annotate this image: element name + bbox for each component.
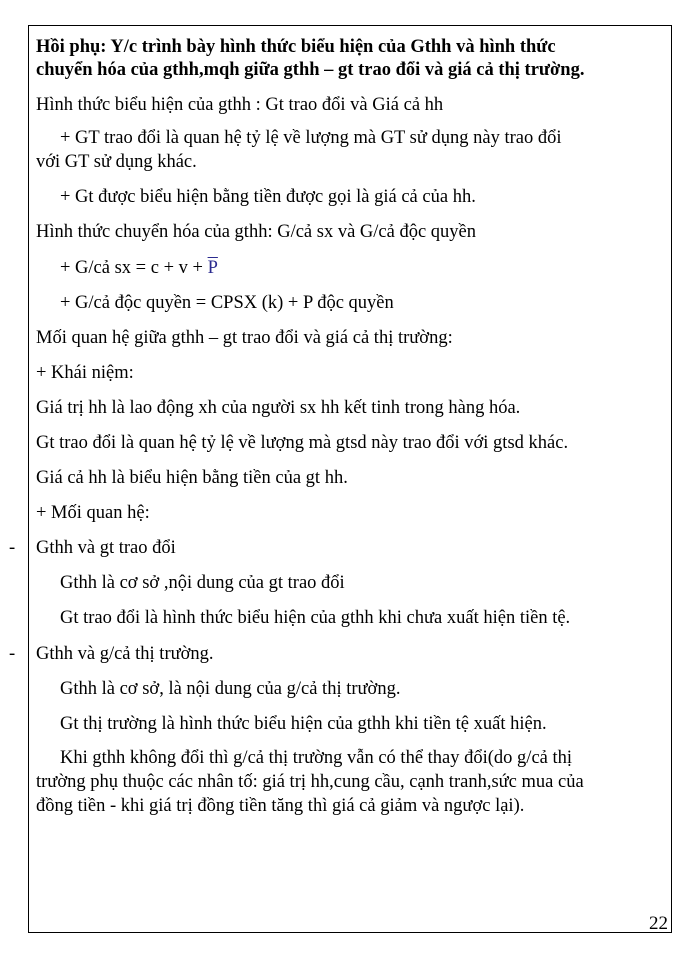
text-line: + Mối quan hệ: — [36, 503, 150, 523]
text-line: Gthh là cơ sở, là nội dung của g/cả thị trường. — [60, 679, 401, 699]
text-line: Gthh và gt trao đổi — [36, 538, 176, 558]
text-line: trường phụ thuộc các nhân tố: giá trị hh,cung cầu, cạnh tranh,sức mua của — [36, 772, 584, 792]
p-bar-symbol: $\overline{P}$ — [207, 258, 218, 278]
title-line-2: chuyển hóa của gthh,mqh giữa gthh – gt trao đổi và giá cả thị trường. — [36, 60, 585, 80]
text-line: Giá cả hh là biểu hiện bằng tiền của gt hh. — [36, 468, 348, 488]
dash-marker: - — [9, 644, 16, 664]
title-line-1: Hồi phụ: Y/c trình bày hình thức biểu hiện của Gthh và hình thức — [36, 37, 556, 57]
text-line: Hình thức biểu hiện của gthh : Gt trao đổi và Giá cả hh — [36, 95, 444, 115]
formula-text: + G/cả sx = c + v + — [60, 258, 208, 278]
text-line: + G/cả độc quyền = CPSX (k) + P độc quyền — [60, 293, 394, 313]
text-line: đồng tiền - khi giá trị đồng tiền tăng thì giá cả giảm và ngược lại). — [36, 796, 525, 816]
page-number: 22 — [649, 913, 668, 934]
text-line: Gt thị trường là hình thức biểu hiện của gthh khi tiền tệ xuất hiện. — [60, 714, 547, 734]
text-line: + GT trao đổi là quan hệ tỷ lệ về lượng mà GT sử dụng này trao đổi — [60, 128, 562, 148]
text-line: Gt trao đổi là quan hệ tỷ lệ về lượng mà gtsd này trao đổi với gtsd khác. — [36, 433, 569, 453]
text-line: Hình thức chuyển hóa của gthh: G/cả sx và G/cả độc quyền — [36, 222, 477, 242]
dash-marker: - — [9, 538, 16, 558]
text-line: Khi gthh không đổi thì g/cả thị trường vẫn có thể thay đổi(do g/cả thị — [60, 748, 573, 768]
text-line: + Gt được biểu hiện bằng tiền được gọi là giá cả của hh. — [60, 187, 476, 207]
text-line: Gthh và g/cả thị trường. — [36, 644, 214, 664]
text-line: với GT sử dụng khác. — [36, 152, 197, 172]
text-line: + Khái niệm: — [36, 363, 134, 383]
text-line: Gt trao đổi là hình thức biểu hiện của gthh khi chưa xuất hiện tiền tệ. — [60, 608, 571, 628]
formula-line — [60, 257, 218, 279]
text-line: Gthh là cơ sở ,nội dung của gt trao đổi — [60, 573, 345, 593]
text-line: Giá trị hh là lao động xh của người sx hh kết tinh trong hàng hóa. — [36, 398, 521, 418]
text-line: Mối quan hệ giữa gthh – gt trao đổi và giá cả thị trường: — [36, 328, 453, 348]
